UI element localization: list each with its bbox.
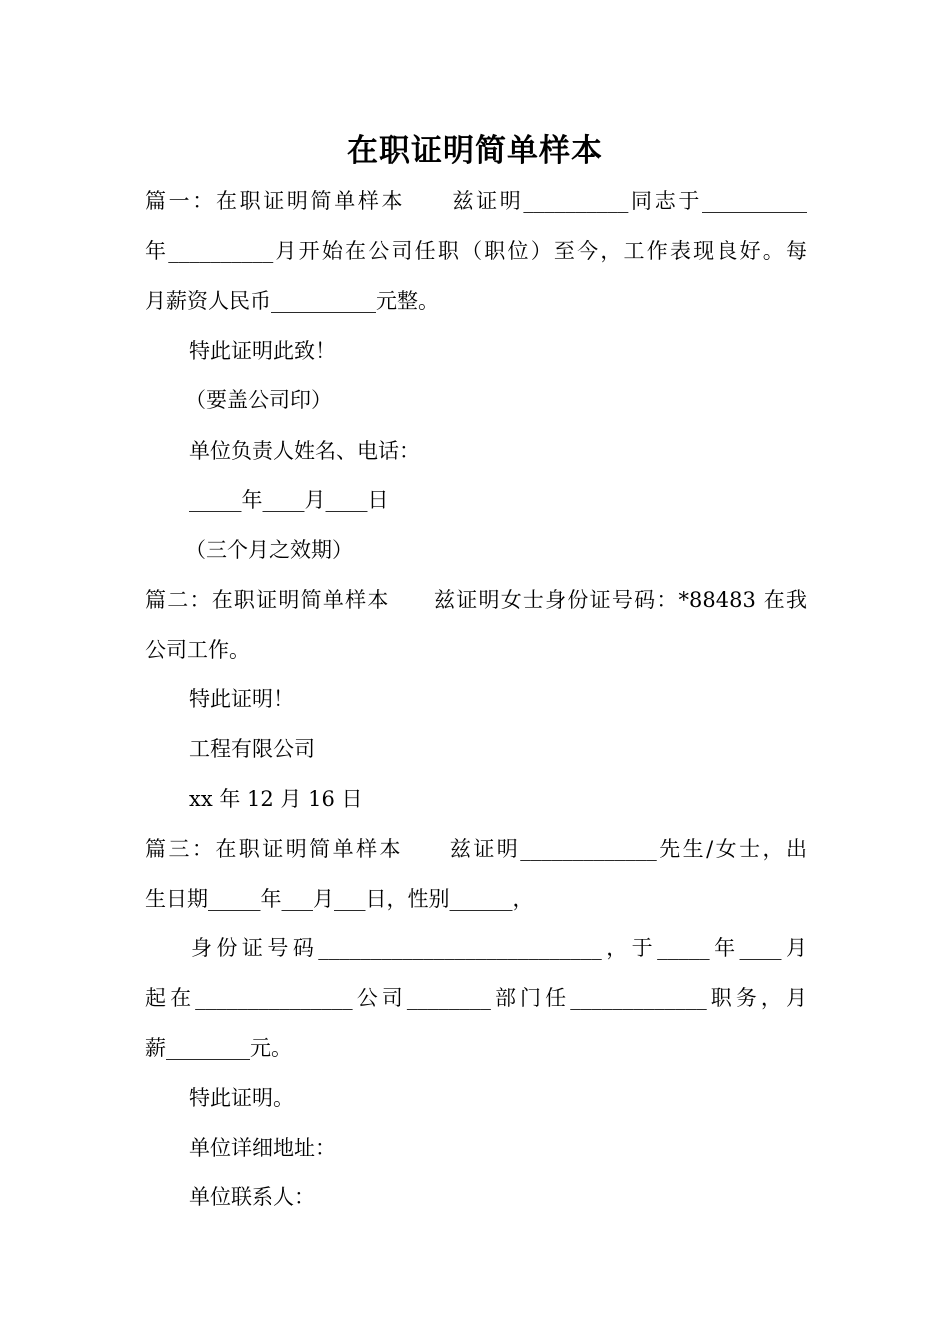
paragraph-line: xx 年 12 月 16 日 bbox=[189, 787, 363, 811]
paragraph-line: 特此证明。 bbox=[189, 1086, 294, 1110]
paragraph-line: 单位负责人姓名、电话： bbox=[189, 439, 420, 463]
paragraph-line: 篇三：在职证明简单样本 兹证明_____________先生/女士，出 bbox=[145, 837, 807, 861]
paragraph-line: 生日期_____年___月___日，性别______， bbox=[145, 887, 534, 911]
paragraph-line: 公司工作。 bbox=[145, 638, 250, 662]
paragraph-line: （三个月之效期） bbox=[185, 538, 353, 562]
paragraph-line: 薪________元。 bbox=[145, 1036, 292, 1060]
paragraph-line: 起在_______________公司________部门任_____________职务，月 bbox=[145, 986, 807, 1010]
paragraph-line: 单位联系人： bbox=[189, 1185, 315, 1209]
paragraph-line: 单位详细地址： bbox=[189, 1136, 336, 1160]
paragraph-line: 月薪资人民币__________元整。 bbox=[145, 289, 439, 313]
paragraph-line: 工程有限公司 bbox=[189, 737, 315, 761]
paragraph-line: _____年____月____日 bbox=[189, 488, 389, 512]
paragraph-line: 篇二：在职证明简单样本 兹证明女士身份证号码：*88483 在我 bbox=[145, 588, 807, 612]
paragraph-line: 特此证明此致！ bbox=[189, 339, 336, 363]
paragraph-line: 篇一：在职证明简单样本 兹证明__________同志于__________ bbox=[145, 189, 807, 213]
paragraph-line: 年__________月开始在公司任职（职位）至今，工作表现良好。每 bbox=[145, 239, 807, 263]
paragraph-line: （要盖公司印） bbox=[185, 388, 332, 412]
document-title: 在职证明简单样本 bbox=[347, 133, 603, 169]
paragraph-line: 特此证明！ bbox=[189, 687, 294, 711]
paragraph-line: 身份证号码___________________________，于_____年____月 bbox=[191, 936, 807, 960]
